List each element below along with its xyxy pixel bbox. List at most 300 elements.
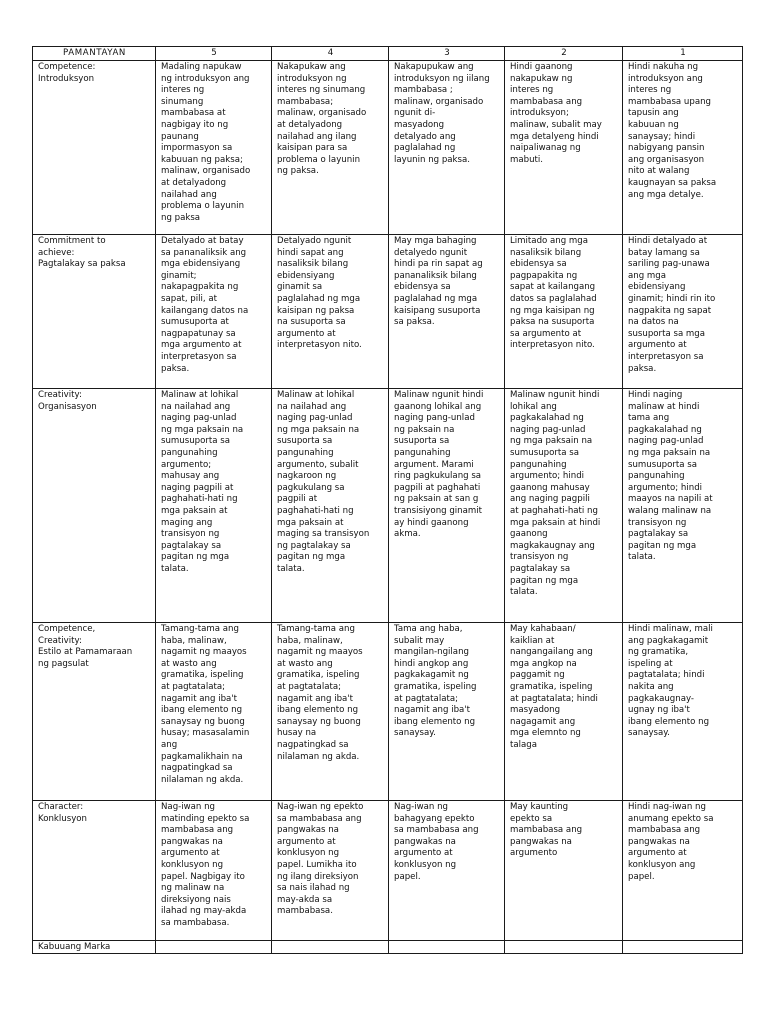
descriptor-line: ring pagkukulang sa xyxy=(394,471,482,482)
descriptor-cell-score-5 xyxy=(156,389,272,623)
descriptor-line: mangilan-ngilang xyxy=(394,647,469,658)
descriptor-cell-score-5 xyxy=(156,623,272,801)
descriptor-line: argument. Marami xyxy=(394,459,474,470)
descriptor-line: argumento; hindi xyxy=(510,471,585,482)
descriptor-line: susuporta sa xyxy=(277,436,333,447)
descriptor-line: anumang epekto sa xyxy=(628,813,714,824)
descriptor-line: sumusuporta sa xyxy=(510,447,580,458)
descriptor-line: mga paksain at xyxy=(161,505,228,516)
descriptor-line: Detalyado ngunit xyxy=(277,236,352,246)
header-score-2: 2 xyxy=(505,47,623,61)
descriptor-line: Hindi detalyado at xyxy=(628,236,708,246)
descriptor-line: ginamit sa xyxy=(277,282,323,293)
descriptor-line: sumusuporta sa xyxy=(161,436,231,447)
descriptor-line: malinaw, subalit may xyxy=(510,119,602,130)
descriptor-line: na datos na xyxy=(628,317,679,328)
descriptor-line: nakapagpakita ng xyxy=(161,282,239,293)
descriptor-line: sa paksa. xyxy=(394,317,435,328)
descriptor-line: konklusyon ng xyxy=(394,859,457,870)
descriptor-line: argumento at xyxy=(161,848,220,859)
descriptor-line: argumento at xyxy=(277,836,336,847)
descriptor-line: Nakapupukaw ang xyxy=(394,62,474,72)
descriptor-line: na nailahad ang xyxy=(277,401,347,412)
descriptor-line: pagpili at paghahati xyxy=(394,482,481,493)
descriptor-line: pagtalakay sa xyxy=(161,540,222,551)
descriptor-line: Malinaw ngunit hindi xyxy=(510,390,600,400)
descriptor-line: mambabasa ang xyxy=(161,825,234,836)
criteria-label-line: Commitment to xyxy=(38,236,106,246)
descriptor-line: malinaw, organisado xyxy=(277,108,367,119)
descriptor-line: ng mga kaisipan ng xyxy=(510,305,595,316)
descriptor-line: talata. xyxy=(628,552,656,563)
descriptor-line: ng mga paksain na xyxy=(628,447,711,458)
criteria-row-estilo xyxy=(33,623,743,801)
descriptor-line: masyadong xyxy=(510,705,561,716)
descriptor-line: mambabasa ang xyxy=(510,825,583,836)
descriptor-line: ebidensya sa xyxy=(394,282,451,293)
descriptor-line: pangwakas na xyxy=(510,836,572,847)
descriptor-cell-score-1 xyxy=(623,61,743,235)
descriptor-line: ng mga paksain na xyxy=(510,436,593,447)
descriptor-line: paunang xyxy=(161,131,199,142)
descriptor-line: nakapukaw ng xyxy=(510,73,573,84)
descriptor-line: ispeling at xyxy=(628,658,673,669)
descriptor-line: pagpapakita ng xyxy=(510,270,578,281)
descriptor-line: at wasto ang xyxy=(277,658,333,669)
descriptor-line: kaisipan para sa xyxy=(277,143,348,154)
descriptor-line: May kaunting xyxy=(510,802,569,812)
descriptor-line: mga argumento at xyxy=(161,340,242,351)
descriptor-line: interes ng sinumang xyxy=(277,85,366,96)
descriptor-line: Tamang-tama ang xyxy=(161,624,239,634)
descriptor-line: mambabasa; xyxy=(277,96,334,107)
descriptor-line: at detalyadong xyxy=(161,177,227,188)
descriptor-line: pagtalakay sa xyxy=(510,563,571,574)
descriptor-line: pagpili at xyxy=(277,494,318,505)
descriptor-line: talata. xyxy=(161,563,189,574)
descriptor-line: pagkakaugnay- xyxy=(628,693,695,704)
descriptor-line: ebidensiyang xyxy=(628,282,686,293)
total-score-cell-2[interactable] xyxy=(505,941,623,954)
descriptor-line: sapat at kailangang xyxy=(510,282,596,293)
descriptor-line: at pagtatalata; xyxy=(277,681,341,692)
descriptor-line: Madaling napukaw xyxy=(161,62,242,72)
descriptor-line: argumento at xyxy=(628,340,687,351)
descriptor-line: kailangang datos na xyxy=(161,305,249,316)
descriptor-cell-score-3 xyxy=(389,801,505,941)
descriptor-line: gramatika, ispeling xyxy=(394,681,477,692)
descriptor-line: pagitan ng mga xyxy=(628,540,697,551)
descriptor-cell-score-4 xyxy=(272,235,389,389)
descriptor-line: Hindi malinaw, mali xyxy=(628,624,713,634)
descriptor-line: argumento at xyxy=(628,848,687,859)
descriptor-line: mambabasa ; xyxy=(394,85,453,96)
descriptor-cell-score-5 xyxy=(156,801,272,941)
descriptor-line: interpretasyon nito. xyxy=(510,340,595,351)
descriptor-line: ng gramatika, xyxy=(628,647,689,658)
descriptor-line: husay na xyxy=(277,728,317,739)
descriptor-line: Nag-iwan ng epekto xyxy=(277,802,364,812)
descriptor-line: argumento at xyxy=(394,848,453,859)
descriptor-line: nailahad ang xyxy=(161,189,217,200)
descriptor-line: nagagamit ang xyxy=(510,716,576,727)
descriptor-line: interes ng xyxy=(161,85,205,96)
total-score-cell-4[interactable] xyxy=(272,941,389,954)
descriptor-line: naging pag-unlad xyxy=(510,424,586,435)
descriptor-line: haba, malinaw, xyxy=(277,635,343,646)
descriptor-line: kaisipang susuporta xyxy=(394,305,481,316)
descriptor-line: papel. xyxy=(628,871,655,882)
descriptor-line: pagtalakay sa xyxy=(628,529,689,540)
descriptor-line: na susuporta sa xyxy=(277,317,346,328)
descriptor-line: Limitado ang mga xyxy=(510,236,589,246)
criteria-cell xyxy=(33,801,156,941)
descriptor-line: gramatika, ispeling xyxy=(277,670,360,681)
descriptor-cell-score-3 xyxy=(389,61,505,235)
descriptor-line: paksa. xyxy=(628,363,657,374)
descriptor-line: paglalahad ng mga xyxy=(394,293,478,304)
descriptor-line: nailahad ang ilang xyxy=(277,131,357,142)
descriptor-cell-score-1 xyxy=(623,623,743,801)
descriptor-line: Malinaw at lohikal xyxy=(161,390,239,400)
descriptor-line: malinaw, organisado xyxy=(161,166,251,177)
descriptor-line: ginamit; xyxy=(161,270,197,281)
descriptor-line: Detalyado at batay xyxy=(161,236,244,246)
descriptor-line: mabuti. xyxy=(510,154,544,165)
descriptor-line: pangwakas na xyxy=(628,836,690,847)
descriptor-cell-score-4 xyxy=(272,623,389,801)
descriptor-line: batay lamang sa xyxy=(628,247,700,258)
descriptor-line: akma. xyxy=(394,529,421,540)
descriptor-line: naging pag-unlad xyxy=(628,436,704,447)
descriptor-line: ugnay ng iba't xyxy=(628,705,690,716)
descriptor-line: mga paksain at xyxy=(277,517,344,528)
descriptor-line: konklusyon ng xyxy=(161,859,224,870)
descriptor-cell-score-5 xyxy=(156,61,272,235)
descriptor-line: ang organisasyon xyxy=(628,154,705,165)
descriptor-line: nagbigay ito ng xyxy=(161,119,229,130)
descriptor-line: impormasyon sa xyxy=(161,143,233,154)
descriptor-line: ng mga paksain na xyxy=(161,424,244,435)
descriptor-line: paghahati-hati ng xyxy=(277,505,354,516)
descriptor-line: susuporta sa xyxy=(394,436,450,447)
descriptor-line: naipaliwanag ng xyxy=(510,143,581,154)
descriptor-line: mga angkop na xyxy=(510,658,577,669)
total-score-row xyxy=(33,941,743,954)
descriptor-line: konklusyon ang xyxy=(628,859,696,870)
criteria-label-line: Character: xyxy=(38,802,84,812)
descriptor-line: paglalahad ng xyxy=(394,143,456,154)
criteria-row-organisasyon xyxy=(33,389,743,623)
descriptor-line: pangunahing xyxy=(161,447,218,458)
descriptor-line: ang xyxy=(161,739,178,750)
descriptor-line: talata. xyxy=(277,563,305,574)
descriptor-line: haba, malinaw, xyxy=(161,635,227,646)
descriptor-line: pangunahing xyxy=(628,471,685,482)
descriptor-line: nito at walang xyxy=(628,166,690,177)
descriptor-line: ibang elemento ng xyxy=(628,716,710,727)
descriptor-line: pangunahing xyxy=(394,447,451,458)
descriptor-line: at pagtatalata; hindi xyxy=(510,693,598,704)
descriptor-line: kaisipan ng paksa xyxy=(277,305,355,316)
descriptor-line: pangwakas na xyxy=(161,836,223,847)
descriptor-line: Malinaw at lohikal xyxy=(277,390,355,400)
descriptor-line: nagpapatunay sa xyxy=(161,328,236,339)
descriptor-line: nasaliksik bilang xyxy=(277,259,349,270)
descriptor-line: sariling pag-unawa xyxy=(628,259,710,270)
descriptor-line: husay; masasalamin xyxy=(161,728,250,739)
descriptor-line: nagamit ng maayos xyxy=(161,647,247,658)
descriptor-line: ng malinaw na xyxy=(161,883,225,894)
descriptor-line: tama ang xyxy=(628,413,670,424)
descriptor-line: Tama ang haba, xyxy=(394,624,463,634)
criteria-label-line: Creativity: xyxy=(38,390,82,400)
descriptor-line: ng paksa xyxy=(161,212,201,223)
descriptor-line: pangunahing xyxy=(277,447,334,458)
descriptor-line: naging pag-unlad xyxy=(161,413,237,424)
descriptor-line: problema o layunin xyxy=(277,154,361,165)
descriptor-line: argumento, subalit xyxy=(277,459,359,470)
descriptor-line: papel. xyxy=(394,871,421,882)
descriptor-line: mambabasa. xyxy=(277,906,333,917)
descriptor-line: transisiyong ginamit xyxy=(394,505,483,516)
criteria-label-line: Introduksyon xyxy=(38,73,95,84)
rubric-table xyxy=(32,46,743,954)
descriptor-line: hindi angkop ang xyxy=(394,658,469,669)
descriptor-line: sanaysay ng buong xyxy=(161,716,245,727)
descriptor-line: May mga bahaging xyxy=(394,236,477,246)
descriptor-line: gaanong xyxy=(510,529,548,540)
descriptor-line: sumusuporta at xyxy=(161,317,229,328)
descriptor-line: nabigyang pansin xyxy=(628,143,705,154)
total-score-cell-3[interactable] xyxy=(389,941,505,954)
total-score-cell-5[interactable] xyxy=(156,941,272,954)
descriptor-line: ibang elemento ng xyxy=(161,705,243,716)
descriptor-line: may-akda sa xyxy=(277,894,333,905)
descriptor-line: layunin ng paksa. xyxy=(394,154,471,165)
descriptor-line: na nailahad ang xyxy=(161,401,231,412)
descriptor-cell-score-3 xyxy=(389,389,505,623)
descriptor-line: naging pag-unlad xyxy=(277,413,353,424)
descriptor-line: paghahati-hati ng xyxy=(161,494,238,505)
descriptor-line: at wasto ang xyxy=(161,658,217,669)
descriptor-line: nagamit ang iba't xyxy=(277,693,354,704)
descriptor-line: detalyado ang xyxy=(394,131,456,142)
descriptor-line: pangwakas na xyxy=(277,825,339,836)
descriptor-line: sa mambabasa ang xyxy=(277,813,362,824)
descriptor-cell-score-4 xyxy=(272,389,389,623)
descriptor-line: Malinaw ngunit hindi xyxy=(394,390,484,400)
descriptor-line: ng paksa. xyxy=(277,166,319,177)
criteria-label-line: ng pagsulat xyxy=(38,658,89,669)
descriptor-cell-score-3 xyxy=(389,235,505,389)
descriptor-cell-score-1 xyxy=(623,389,743,623)
descriptor-line: mambabasa upang xyxy=(628,96,711,107)
descriptor-line: pagkakalahad ng xyxy=(510,413,584,424)
descriptor-line: argumento; xyxy=(161,459,212,470)
criteria-row-konklusyon xyxy=(33,801,743,941)
criteria-label-line: Konklusyon xyxy=(38,813,87,824)
descriptor-line: introduksyon ng xyxy=(277,73,347,84)
criteria-cell xyxy=(33,623,156,801)
descriptor-line: at pagtatalata; xyxy=(394,693,458,704)
descriptor-line: introduksyon; xyxy=(510,108,569,119)
descriptor-line: subalit may xyxy=(394,635,445,646)
descriptor-line: papel. Lumikha ito xyxy=(277,859,357,870)
descriptor-line: mga elemnto ng xyxy=(510,728,581,739)
descriptor-line: interpretasyon sa xyxy=(628,351,704,362)
descriptor-line: talaga xyxy=(510,739,538,750)
descriptor-cell-score-5 xyxy=(156,235,272,389)
total-score-cell-1[interactable] xyxy=(623,941,743,954)
descriptor-line: sa mambabasa ang xyxy=(394,825,479,836)
descriptor-line: transisyon ng xyxy=(628,517,687,528)
descriptor-cell-score-2 xyxy=(505,235,623,389)
descriptor-line: nakita ang xyxy=(628,681,674,692)
descriptor-cell-score-1 xyxy=(623,235,743,389)
descriptor-line: at paghahati-hati ng xyxy=(510,505,598,516)
descriptor-line: sanaysay. xyxy=(628,728,670,739)
descriptor-line: argumento at xyxy=(277,328,336,339)
descriptor-line: introduksyon ng iilang xyxy=(394,73,490,84)
descriptor-line: Nag-iwan ng xyxy=(394,802,449,812)
criteria-row-pagtalakay xyxy=(33,235,743,389)
descriptor-line: sanaysay; hindi xyxy=(628,131,696,142)
descriptor-line: paksa. xyxy=(161,363,190,374)
descriptor-line: ng ilang direksiyon xyxy=(277,871,359,882)
criteria-label-line: Competence: xyxy=(38,62,96,72)
descriptor-line: pagtatalata; hindi xyxy=(628,670,705,681)
descriptor-line: mga detalyeng hindi xyxy=(510,131,599,142)
descriptor-line: pagitan ng mga xyxy=(277,552,346,563)
descriptor-line: pangwakas na xyxy=(394,836,456,847)
descriptor-line: sinumang xyxy=(161,96,204,107)
descriptor-line: sapat, pili, at xyxy=(161,293,218,304)
descriptor-line: nagamit ang iba't xyxy=(161,693,238,704)
header-score-5: 5 xyxy=(156,47,272,61)
descriptor-line: malinaw at hindi xyxy=(628,401,700,412)
descriptor-line: ng mga paksain na xyxy=(277,424,360,435)
descriptor-line: ang naging pagpili xyxy=(510,494,590,505)
descriptor-line: gramatika, ispeling xyxy=(510,681,593,692)
descriptor-line: May kahabaan/ xyxy=(510,624,576,634)
descriptor-line: ebidensiyang xyxy=(277,270,335,281)
descriptor-line: Hindi gaanong xyxy=(510,62,573,72)
descriptor-line: ang pagkakagamit xyxy=(628,635,709,646)
descriptor-line: maayos na napili at xyxy=(628,494,713,505)
descriptor-line: detalyedo ngunit xyxy=(394,247,468,258)
descriptor-line: transisyon ng xyxy=(510,552,569,563)
descriptor-line: nasaliksik bilang xyxy=(510,247,582,258)
header-score-4: 4 xyxy=(272,47,389,61)
descriptor-line: pagkukulang sa xyxy=(277,482,345,493)
descriptor-line: at pagtatalata; xyxy=(161,681,225,692)
descriptor-line: argumento; hindi xyxy=(628,482,703,493)
descriptor-line: sa mambabasa. xyxy=(161,917,230,928)
criteria-cell xyxy=(33,235,156,389)
descriptor-line: susuporta sa mga xyxy=(628,328,706,339)
descriptor-cell-score-1 xyxy=(623,801,743,941)
descriptor-line: interpretasyon nito. xyxy=(277,340,362,351)
descriptor-line: maging ang xyxy=(161,517,213,528)
descriptor-cell-score-2 xyxy=(505,623,623,801)
descriptor-line: magkakaugnay ang xyxy=(510,540,595,551)
criteria-cell xyxy=(33,61,156,235)
descriptor-line: naging pang-unlad xyxy=(394,413,475,424)
descriptor-line: nagkaroon ng xyxy=(277,471,337,482)
descriptor-line: sanaysay ng buong xyxy=(277,716,361,727)
descriptor-cell-score-2 xyxy=(505,389,623,623)
descriptor-line: maging sa transisyon xyxy=(277,529,370,540)
descriptor-line: pagitan ng mga xyxy=(161,552,230,563)
descriptor-line: masyadong xyxy=(394,119,445,130)
descriptor-line: sumusuporta sa xyxy=(628,459,698,470)
descriptor-line: nilalaman ng akda. xyxy=(277,751,360,762)
descriptor-line: lohikal ang xyxy=(510,401,557,412)
descriptor-line: introduksyon ang xyxy=(628,73,703,84)
descriptor-line: gramatika, ispeling xyxy=(161,670,244,681)
criteria-label-line: achieve: xyxy=(38,247,75,258)
descriptor-line: epekto sa xyxy=(510,813,553,824)
descriptor-line: kabuuan ng paksa; xyxy=(161,154,243,165)
descriptor-line: pagitan ng mga xyxy=(510,575,579,586)
descriptor-line: ebidensya sa xyxy=(510,259,567,270)
descriptor-line: pangunahing xyxy=(510,459,567,470)
descriptor-line: walang malinaw na xyxy=(628,505,712,516)
descriptor-line: pagkamalikhain na xyxy=(161,751,243,762)
descriptor-cell-score-3 xyxy=(389,623,505,801)
descriptor-line: sa pananaliksik ang xyxy=(161,247,247,258)
descriptor-line: pagkakagamit ng xyxy=(394,670,469,681)
descriptor-line: ang mga detalye. xyxy=(628,189,704,200)
descriptor-line: nangangailang ang xyxy=(510,647,593,658)
descriptor-line: ibang elemento ng xyxy=(394,716,476,727)
descriptor-line: ay hindi gaanong xyxy=(394,517,469,528)
descriptor-line: Tamang-tama ang xyxy=(277,624,355,634)
descriptor-line: interes ng xyxy=(628,85,672,96)
descriptor-cell-score-4 xyxy=(272,61,389,235)
descriptor-line: paksa na susuporta xyxy=(510,317,595,328)
header-criteria: PAMANTAYAN xyxy=(33,47,156,61)
descriptor-line: problema o layunin xyxy=(161,201,245,212)
descriptor-line: paglalahad ng mga xyxy=(277,293,361,304)
descriptor-line: at detalyadong xyxy=(277,119,343,130)
descriptor-line: nagpakita ng sapat xyxy=(628,305,712,316)
descriptor-line: tapusin ang xyxy=(628,108,679,119)
descriptor-line: interes ng xyxy=(510,85,554,96)
descriptor-line: gaanong mahusay xyxy=(510,482,590,493)
descriptor-line: nagpatingkad sa xyxy=(277,739,349,750)
descriptor-line: mambabasa ang xyxy=(510,96,583,107)
descriptor-line: gaanong lohikal ang xyxy=(394,401,482,412)
descriptor-line: mambabasa ang xyxy=(628,825,701,836)
descriptor-line: kabuuan ng xyxy=(628,119,679,130)
descriptor-line: nagamit ng maayos xyxy=(277,647,363,658)
descriptor-line: pananaliksik bilang xyxy=(394,270,477,281)
descriptor-line: mga paksain at hindi xyxy=(510,517,601,528)
descriptor-line: kaiklian at xyxy=(510,635,555,646)
descriptor-line: argumento xyxy=(510,848,558,859)
descriptor-line: Hindi nag-iwan ng xyxy=(628,802,706,812)
descriptor-line: Hindi naging xyxy=(628,390,683,400)
descriptor-line: naging pagpili at xyxy=(161,482,234,493)
descriptor-line: transisyon ng xyxy=(161,529,220,540)
descriptor-line: ginamit; hindi rin ito xyxy=(628,293,716,304)
header-score-3: 3 xyxy=(389,47,505,61)
descriptor-line: datos sa paglalahad xyxy=(510,293,597,304)
criteria-row-introduksyon xyxy=(33,61,743,235)
descriptor-line: direksiyong nais xyxy=(161,894,231,905)
